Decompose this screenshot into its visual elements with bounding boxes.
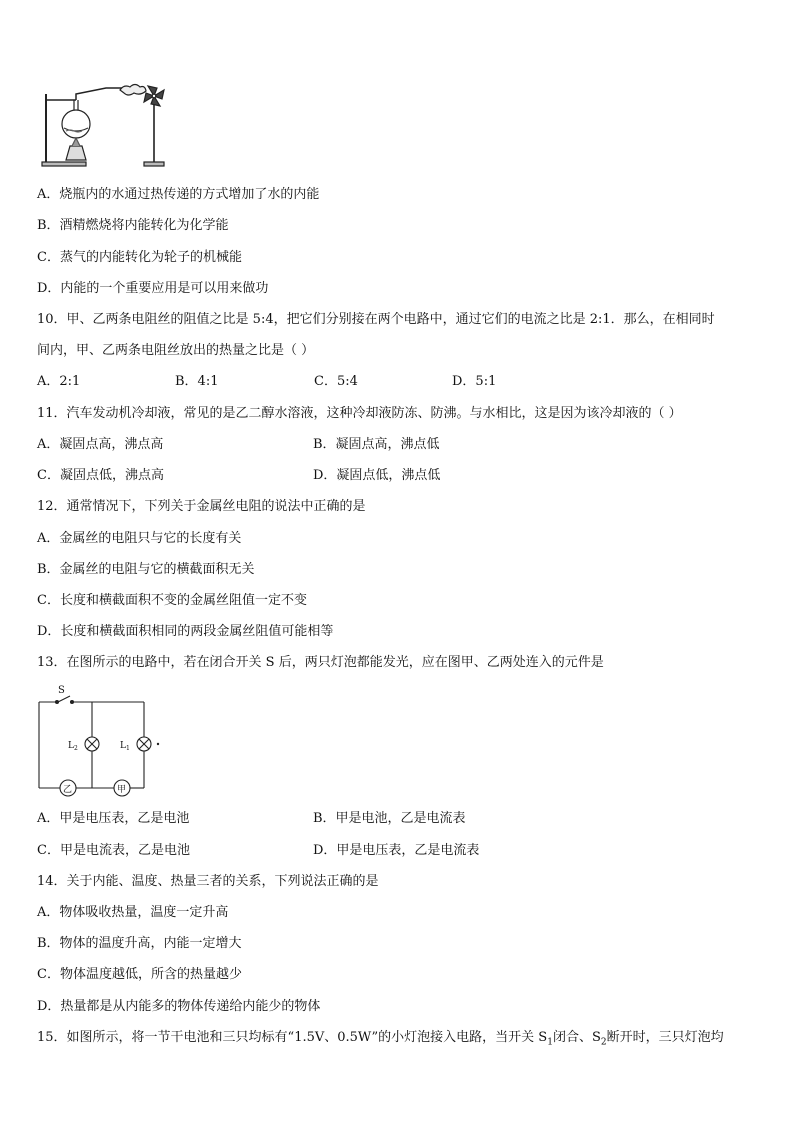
q12-option-c: C．长度和横截面积不变的金属丝阻值一定不变 xyxy=(37,593,307,608)
q13-option-c: C．甲是电流表，乙是电池 xyxy=(37,843,190,858)
q13-option-b: B．甲是电池，乙是电流表 xyxy=(313,811,466,826)
stand-base-left xyxy=(42,162,86,166)
steam-apparatus-figure xyxy=(36,80,176,172)
steam-cloud xyxy=(120,85,146,96)
q14-option-a: A．物体吸收热量，温度一定升高 xyxy=(37,905,229,920)
q11-option-c: C．凝固点低，沸点高 xyxy=(37,468,164,483)
q12-stem: 12．通常情况下，下列关于金属丝电阻的说法中正确的是 xyxy=(37,499,366,514)
q9-option-a: A．烧瓶内的水通过热传递的方式增加了水的内能 xyxy=(37,187,320,202)
q14-option-d: D．热量都是从内能多的物体传递给内能少的物体 xyxy=(37,999,321,1014)
q11-stem: 11．汽车发动机冷却液，常见的是乙二醇水溶液，这种冷却液防冻、防沸。与水相比，这是因为该冷却液的（ ） xyxy=(37,406,682,421)
lamp-l2-label: $L_2$ xyxy=(68,741,78,752)
q10-stem-line2: 间内，甲、乙两条电阻丝放出的热量之比是（ ） xyxy=(37,343,315,358)
q9-option-b: B．酒精燃烧将内能转化为化学能 xyxy=(37,218,229,233)
steam-tube xyxy=(76,88,122,100)
q10-stem-line1: 10．甲、乙两条电阻丝的阻值之比是 5:4，把它们分别接在两个电路中，通过它们的电流之比是 2:1．那么，在相同时 xyxy=(37,312,715,327)
meter-jia-label: 甲 xyxy=(117,785,127,795)
q14-option-b: B．物体的温度升高，内能一定增大 xyxy=(37,936,242,951)
pinwheel xyxy=(144,86,164,106)
q12-option-a: A．金属丝的电阻只与它的长度有关 xyxy=(37,531,242,546)
q13-option-d: D．甲是电压表，乙是电流表 xyxy=(313,843,480,858)
q14-stem: 14．关于内能、温度、热量三者的关系，下列说法正确的是 xyxy=(37,874,379,889)
q10-option-c: C．5:4 xyxy=(314,374,358,389)
q10-option-d: D．5:1 xyxy=(452,374,497,389)
q11-option-a: A．凝固点高，沸点高 xyxy=(37,437,164,452)
q9-option-c: C．蒸气的内能转化为轮子的机械能 xyxy=(37,250,242,265)
switch-label: S xyxy=(58,685,65,696)
q15-stem-line1 xyxy=(37,1029,724,1052)
q11-option-b: B．凝固点高，沸点低 xyxy=(313,437,440,452)
q12-option-b: B．金属丝的电阻与它的横截面积无关 xyxy=(37,562,255,577)
meter-yi-label: 乙 xyxy=(63,785,73,795)
lamp-l1-label: $L_1$ xyxy=(120,741,130,752)
q15-part2: 闭合、S xyxy=(552,1030,601,1045)
q11-option-d: D．凝固点低，沸点低 xyxy=(313,468,441,483)
alcohol-lamp xyxy=(66,146,86,160)
q15-sub2: 2 xyxy=(600,1037,607,1048)
q15-part3: 断开时，三只灯泡均 xyxy=(606,1030,724,1045)
q9-option-d: D．内能的一个重要应用是可以用来做功 xyxy=(37,281,269,296)
flask xyxy=(62,110,90,138)
q15-part1: 15．如图所示，将一节干电池和三只均标有“1.5V、0.5W”的小灯泡接入电路，当开关 S xyxy=(37,1030,548,1045)
q15-sub1: 1 xyxy=(547,1037,553,1048)
stand-base-right xyxy=(144,162,164,166)
circuit-diagram xyxy=(34,682,164,800)
q12-option-d: D．长度和横截面积相同的两段金属丝阻值可能相等 xyxy=(37,624,334,639)
q13-option-a: A．甲是电压表，乙是电池 xyxy=(37,811,190,826)
q14-option-c: C．物体温度越低，所含的热量越少 xyxy=(37,967,242,982)
q10-option-a: A．2:1 xyxy=(37,374,81,389)
switch-blade xyxy=(58,696,70,702)
q10-option-b: B．4:1 xyxy=(175,374,219,389)
q13-stem: 13．在图所示的电路中，若在闭合开关 S 后，两只灯泡都能发光，应在图甲、乙两处连入的元件是 xyxy=(37,655,604,670)
lamp-l2 xyxy=(85,737,99,751)
lamp-l1 xyxy=(137,737,151,751)
